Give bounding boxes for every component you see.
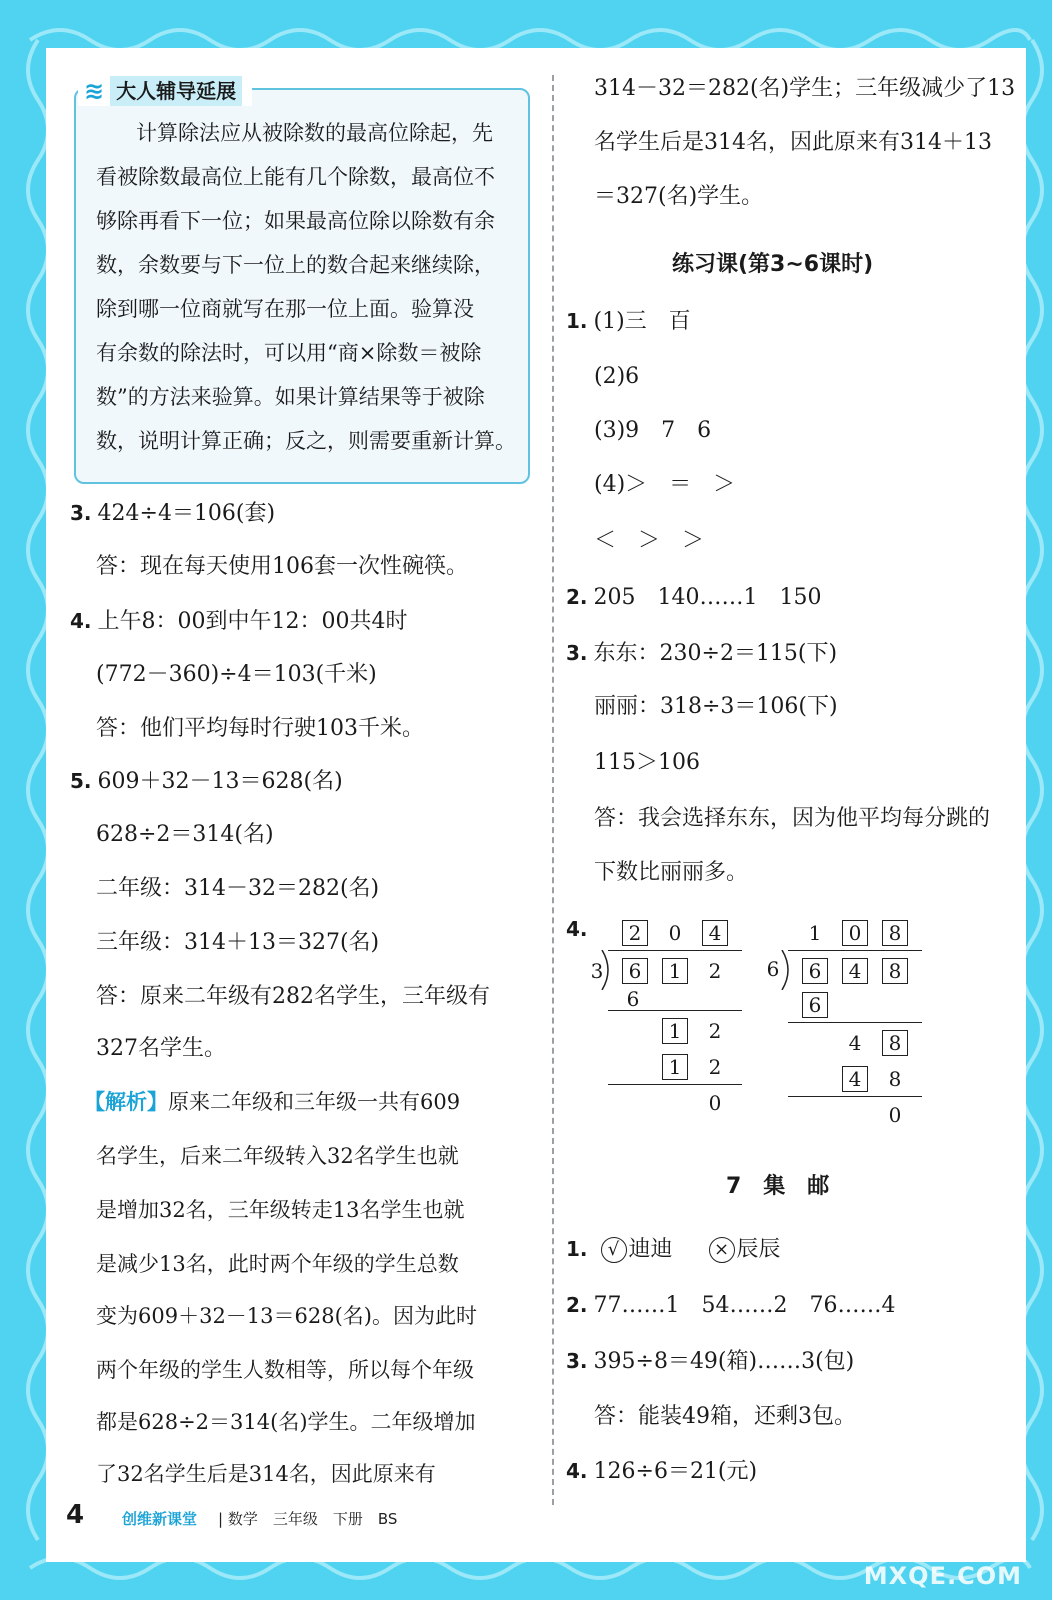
tip-line: 够除再看下一位；如果最高位除以除数有余 xyxy=(96,209,495,233)
divisor: 6 xyxy=(766,957,780,981)
division-bar xyxy=(788,950,922,951)
answer-line: (3)9 7 6 xyxy=(594,418,712,443)
step-digit: 1 xyxy=(662,1018,688,1044)
brand-name: 创维新课堂 xyxy=(122,1510,198,1528)
quotient-digit: 2 xyxy=(622,920,648,946)
answer-3: 3. 424÷4＝106(套) xyxy=(70,501,276,526)
step-digit: 2 xyxy=(708,1019,722,1043)
answer-5: 5. 609＋32－13＝628(名) xyxy=(70,769,343,794)
remainder: 0 xyxy=(708,1091,722,1115)
quotient-digit: 0 xyxy=(668,921,682,945)
step-digit: 1 xyxy=(662,1054,688,1080)
analysis-line: 名学生，后来二年级转入32名学生也就 xyxy=(96,1144,459,1168)
answer-line: 三年级：314＋13＝327(名) xyxy=(96,930,380,955)
tip-line: 计算除法应从被除数的最高位除起，先 xyxy=(136,121,493,145)
answer-r1: 1. (1)三 百 xyxy=(566,309,691,334)
analysis-line: 了32名学生后是314名，因此原来有 xyxy=(96,1462,436,1486)
answer-line: 答：我会选择东东，因为他平均每分跳的 xyxy=(594,806,991,831)
answer-line: 丽丽：318÷3＝106(下) xyxy=(594,694,838,719)
step-digit: 8 xyxy=(888,1067,902,1091)
answer-line: (4)＞ ＝ ＞ xyxy=(594,472,736,497)
answer-s4: 4. 126÷6＝21(元) xyxy=(566,1459,758,1484)
quotient-digit: 0 xyxy=(842,920,868,946)
tip-line: 有余数的除法时，可以用“商×除数＝被除 xyxy=(96,341,482,365)
answer-line: 327名学生。 xyxy=(96,1036,226,1061)
answer-line: 二年级：314－32＝282(名) xyxy=(96,876,380,901)
waves-icon: ≋ xyxy=(84,77,105,105)
answer-s1: 1. √ 迪迪 × 辰辰 xyxy=(566,1237,781,1262)
answer-line: 答：他们平均每时行驶103千米。 xyxy=(96,716,424,741)
step-digit: 2 xyxy=(708,1055,722,1079)
remainder: 0 xyxy=(888,1103,902,1127)
step-digit: 8 xyxy=(882,1030,908,1056)
check-icon: √ xyxy=(601,1237,627,1263)
continued-line: 314－32＝282(名)学生；三年级减少了13 xyxy=(594,76,1016,101)
answer-r4-label: 4. xyxy=(566,917,588,941)
step-line xyxy=(608,1084,742,1085)
dividend-digit: 6 xyxy=(622,958,648,984)
answer-line: 答：原来二年级有282名学生，三年级有 xyxy=(96,984,490,1009)
quotient-digit: 1 xyxy=(808,921,822,945)
step-digit: 4 xyxy=(848,1031,862,1055)
answer-line: 答：能装49箱，还剩3包。 xyxy=(594,1404,856,1429)
answer-line: ＜ ＞ ＞ xyxy=(594,528,705,553)
answer-s3: 3. 395÷8＝49(箱)……3(包) xyxy=(566,1349,855,1374)
division-bar xyxy=(608,950,742,951)
step-line xyxy=(608,1010,742,1011)
page-number: 4 xyxy=(66,1500,85,1530)
section-title: 7 集 邮 xyxy=(726,1174,830,1199)
dividend-digit: 2 xyxy=(708,959,722,983)
analysis-line: 都是628÷2＝314(名)学生。二年级增加 xyxy=(96,1410,476,1434)
answer-line: 答：现在每天使用106套一次性碗筷。 xyxy=(96,554,468,579)
footer-info: | 数学 三年级 下册 BS xyxy=(218,1510,398,1528)
cross-icon: × xyxy=(709,1237,735,1263)
analysis-line: 变为609＋32－13＝628(名)。因为此时 xyxy=(96,1304,477,1328)
answer-4: 4. 上午8：00到中午12：00共4时 xyxy=(70,609,408,634)
dividend-digit: 6 xyxy=(802,958,828,984)
analysis: 【解析】原来二年级和三年级一共有609 xyxy=(84,1090,461,1114)
column-divider xyxy=(552,75,554,1505)
step-line xyxy=(788,1022,922,1023)
analysis-line: 是减少13名，此时两个年级的学生总数 xyxy=(96,1252,459,1276)
step-digit: 4 xyxy=(842,1066,868,1092)
analysis-line: 是增加32名，三年级转走13名学生也就 xyxy=(96,1198,465,1222)
answer-r2: 2. 205 140……1 150 xyxy=(566,585,822,610)
answer-line: (2)6 xyxy=(594,364,640,389)
section-title: 练习课(第3~6课时) xyxy=(672,252,874,277)
quotient-digit: 8 xyxy=(882,920,908,946)
analysis-line: 两个年级的学生人数相等，所以每个年级 xyxy=(96,1358,474,1382)
watermark: MXQE.COM xyxy=(863,1562,1022,1590)
tip-line: 数，余数要与下一位上的数合起来继续除， xyxy=(96,253,495,277)
continued-line: ＝327(名)学生。 xyxy=(594,184,764,209)
step-digit: 6 xyxy=(626,987,640,1011)
tip-line: 看被除数最高位上能有几个除数，最高位不 xyxy=(96,165,495,189)
dividend-digit: 8 xyxy=(882,958,908,984)
tip-line: 数，说明计算正确；反之，则需要重新计算。 xyxy=(96,429,516,453)
answer-line: 下数比丽丽多。 xyxy=(594,860,749,885)
dividend-digit: 4 xyxy=(842,958,868,984)
continued-line: 名学生后是314名，因此原来有314＋13 xyxy=(594,130,992,155)
step-digit: 6 xyxy=(802,992,828,1018)
tip-line: 除到哪一位商就写在那一位上面。验算没 xyxy=(96,297,474,321)
answer-line: 628÷2＝314(名) xyxy=(96,822,274,847)
answer-s2: 2. 77……1 54……2 76……4 xyxy=(566,1293,896,1318)
tip-line: 数”的方法来验算。如果计算结果等于被除 xyxy=(96,385,485,409)
answer-line: (772－360)÷4＝103(千米) xyxy=(96,662,377,687)
tip-title: ≋ 大人辅导延展 xyxy=(78,76,252,106)
division-bracket xyxy=(600,950,614,990)
step-line xyxy=(788,1096,922,1097)
quotient-digit: 4 xyxy=(702,920,728,946)
divisor: 3 xyxy=(590,959,604,983)
dividend-digit: 1 xyxy=(662,958,688,984)
division-bracket xyxy=(780,950,794,990)
answer-line: 115＞106 xyxy=(594,750,700,775)
answer-r3: 3. 东东：230÷2＝115(下) xyxy=(566,641,838,666)
